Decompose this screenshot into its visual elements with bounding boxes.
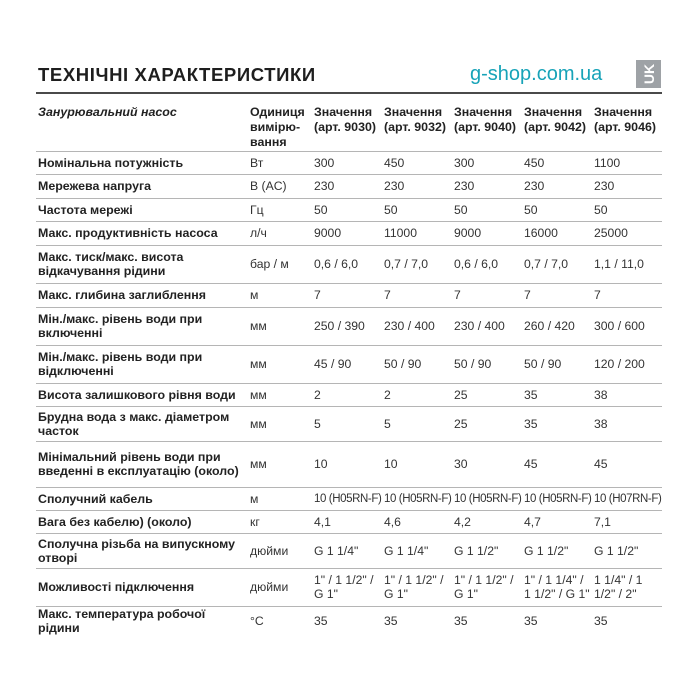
- pump-type-header: Занурювальний насос: [36, 101, 248, 151]
- value-cell: 35: [522, 406, 592, 441]
- value-cell: 11000: [382, 221, 452, 245]
- value-cell: G 1 1/4": [312, 533, 382, 568]
- value-cell: 1" / 1 1/2" / G 1": [452, 568, 522, 606]
- value-cell: 50: [382, 198, 452, 221]
- unit-cell: м: [248, 487, 312, 510]
- value-cell: G 1 1/4": [382, 533, 452, 568]
- value-column-header: Значення (арт. 9032): [382, 101, 452, 151]
- table-row: [36, 198, 662, 221]
- value-cell: 38: [592, 383, 662, 406]
- value-cell: 35: [522, 383, 592, 406]
- value-cell: 300: [452, 151, 522, 174]
- table-row: [36, 245, 662, 283]
- value-cell: 50 / 90: [522, 345, 592, 383]
- page-title: ТЕХНІЧНІ ХАРАКТЕРИСТИКИ: [38, 64, 316, 85]
- value-cell: 450: [382, 151, 452, 174]
- language-code: UK: [640, 63, 657, 85]
- table-row: [36, 487, 662, 510]
- value-cell: 230: [452, 174, 522, 198]
- value-cell: 450: [522, 151, 592, 174]
- value-cell: 45 / 90: [312, 345, 382, 383]
- value-cell: 35: [594, 613, 608, 628]
- unit-cell: мм: [248, 406, 312, 441]
- value-cell: 7: [312, 283, 382, 307]
- table-row: [36, 510, 662, 533]
- value-cell: 1 1/4" / 1 1/2" / 2": [592, 568, 662, 606]
- value-cell: 1100: [592, 151, 662, 174]
- value-cell: 260 / 420: [522, 307, 592, 345]
- value-cell: 1" / 1 1/4" / 1 1/2" / G 1": [522, 568, 592, 606]
- value-cell: 230: [592, 174, 662, 198]
- value-cell: 4,1: [312, 510, 382, 533]
- value-cell: G 1 1/2": [452, 533, 522, 568]
- value-cell: 35: [314, 613, 328, 628]
- value-cell: 50: [312, 198, 382, 221]
- unit-cell: Гц: [248, 198, 312, 221]
- value-cell: 10 (H05RN-F): [452, 487, 522, 510]
- value-cell: 50: [452, 198, 522, 221]
- specifications-table: [36, 101, 662, 635]
- value-cell: 0,7 / 7,0: [522, 245, 592, 283]
- value-cell: 1,1 / 11,0: [592, 245, 662, 283]
- parameter-name: Мін./макс. рівень води при відключенні: [36, 345, 248, 383]
- value-cell: 10: [312, 441, 382, 487]
- value-cell: 7: [592, 283, 662, 307]
- table-row: [36, 345, 662, 383]
- value-cell: 50 / 90: [452, 345, 522, 383]
- value-cell: 0,7 / 7,0: [382, 245, 452, 283]
- parameter-name: Макс. продуктивність насоса: [36, 221, 248, 245]
- value-cell: 7: [382, 283, 452, 307]
- value-column-header: Значення (арт. 9042): [522, 101, 592, 151]
- value-cell: G 1 1/2": [592, 533, 662, 568]
- table-header-row: [36, 101, 662, 151]
- value-column-header: Значення (арт. 9040): [452, 101, 522, 151]
- table-row: [36, 533, 662, 568]
- value-cell: 230: [522, 174, 592, 198]
- value-cell: 45: [592, 441, 662, 487]
- table-row: [36, 383, 662, 406]
- value-cell: 10 (H05RN-F): [312, 487, 382, 510]
- value-cell: 25000: [592, 221, 662, 245]
- value-cell: 50 / 90: [382, 345, 452, 383]
- value-cell: 4,6: [382, 510, 452, 533]
- unit-cell: В (AC): [248, 174, 312, 198]
- value-cell: 10 (H05RN-F): [382, 487, 452, 510]
- value-cell: 230 / 400: [382, 307, 452, 345]
- value-cell: 230 / 400: [452, 307, 522, 345]
- value-cell: 10: [382, 441, 452, 487]
- value-cell: 9000: [452, 221, 522, 245]
- table-row: [36, 606, 662, 635]
- value-cell: 10 (H07RN-F): [592, 487, 662, 510]
- parameter-name: Макс. температура робочої рідини: [38, 606, 206, 635]
- language-badge: [636, 60, 661, 88]
- table-row: [36, 221, 662, 245]
- value-cell: 38: [592, 406, 662, 441]
- parameter-name: Номінальна потужність: [36, 151, 248, 174]
- value-cell: 1" / 1 1/2" / G 1": [312, 568, 382, 606]
- unit-cell: мм: [248, 441, 312, 487]
- parameter-name: Висота залишкового рівня води: [36, 383, 248, 406]
- value-cell: 30: [452, 441, 522, 487]
- table-row: [36, 307, 662, 345]
- unit-cell: мм: [248, 383, 312, 406]
- value-cell: 10 (H05RN-F): [522, 487, 592, 510]
- value-cell: 4,7: [522, 510, 592, 533]
- value-cell: 50: [522, 198, 592, 221]
- parameter-name: Макс. тиск/макс. висота відкачування рідини: [36, 245, 248, 283]
- value-cell: 5: [312, 406, 382, 441]
- value-cell: 25: [452, 406, 522, 441]
- value-cell: 300: [312, 151, 382, 174]
- value-column-header: Значення (арт. 9030): [312, 101, 382, 151]
- value-cell: 4,2: [452, 510, 522, 533]
- parameter-name: Брудна вода з макс. діаметром часток: [36, 406, 248, 441]
- parameter-name: Сполучна різьба на випускному отворі: [36, 533, 248, 568]
- parameter-name: Макс. глибина заглиблення: [36, 283, 248, 307]
- value-cell: 0,6 / 6,0: [452, 245, 522, 283]
- value-cell: 50: [592, 198, 662, 221]
- table-row: [36, 174, 662, 198]
- value-cell: 35: [384, 613, 398, 628]
- table-row: [36, 406, 662, 441]
- value-cell: 16000: [522, 221, 592, 245]
- value-cell: 35: [454, 613, 468, 628]
- value-cell: 120 / 200: [592, 345, 662, 383]
- title-divider: [36, 92, 662, 94]
- parameter-name: Можливості підключення: [36, 568, 248, 606]
- value-cell: 230: [312, 174, 382, 198]
- table-row: [36, 441, 662, 487]
- value-cell: 45: [522, 441, 592, 487]
- value-cell: 35: [524, 613, 538, 628]
- value-cell: G 1 1/2": [522, 533, 592, 568]
- unit-cell: мм: [248, 345, 312, 383]
- unit-cell: °C: [250, 613, 264, 628]
- unit-cell: м: [248, 283, 312, 307]
- value-cell: 7: [522, 283, 592, 307]
- value-cell: 2: [312, 383, 382, 406]
- unit-cell: л/ч: [248, 221, 312, 245]
- parameter-name: Частота мережі: [36, 198, 248, 221]
- table-row: [36, 151, 662, 174]
- unit-cell: мм: [248, 307, 312, 345]
- parameter-name: Мінімальний рівень води при введенні в експлуатацію (около): [36, 441, 248, 487]
- value-cell: 230: [382, 174, 452, 198]
- unit-cell: дюйми: [248, 533, 312, 568]
- unit-cell: бар / м: [248, 245, 312, 283]
- shop-url-link[interactable]: g-shop.com.ua: [470, 63, 603, 85]
- parameter-name: Мережева напруга: [36, 174, 248, 198]
- parameter-name: Вага без кабелю) (около): [36, 510, 248, 533]
- value-cell: 300 / 600: [592, 307, 662, 345]
- unit-column-header: Одиниця вимірю-вання: [248, 101, 312, 151]
- value-cell: 1" / 1 1/2" / G 1": [382, 568, 452, 606]
- table-row: [36, 283, 662, 307]
- parameter-name: Мін./макс. рівень води при включенні: [36, 307, 248, 345]
- value-cell: 2: [382, 383, 452, 406]
- unit-cell: дюйми: [248, 568, 312, 606]
- value-cell: 25: [452, 383, 522, 406]
- value-cell: 0,6 / 6,0: [312, 245, 382, 283]
- value-cell: 250 / 390: [312, 307, 382, 345]
- value-column-header: Значення (арт. 9046): [592, 101, 662, 151]
- unit-cell: кг: [248, 510, 312, 533]
- parameter-name: Сполучний кабель: [36, 487, 248, 510]
- value-cell: 5: [382, 406, 452, 441]
- value-cell: 9000: [312, 221, 382, 245]
- value-cell: 7: [452, 283, 522, 307]
- value-cell: 7,1: [592, 510, 662, 533]
- table-row: [36, 568, 662, 606]
- unit-cell: Вт: [248, 151, 312, 174]
